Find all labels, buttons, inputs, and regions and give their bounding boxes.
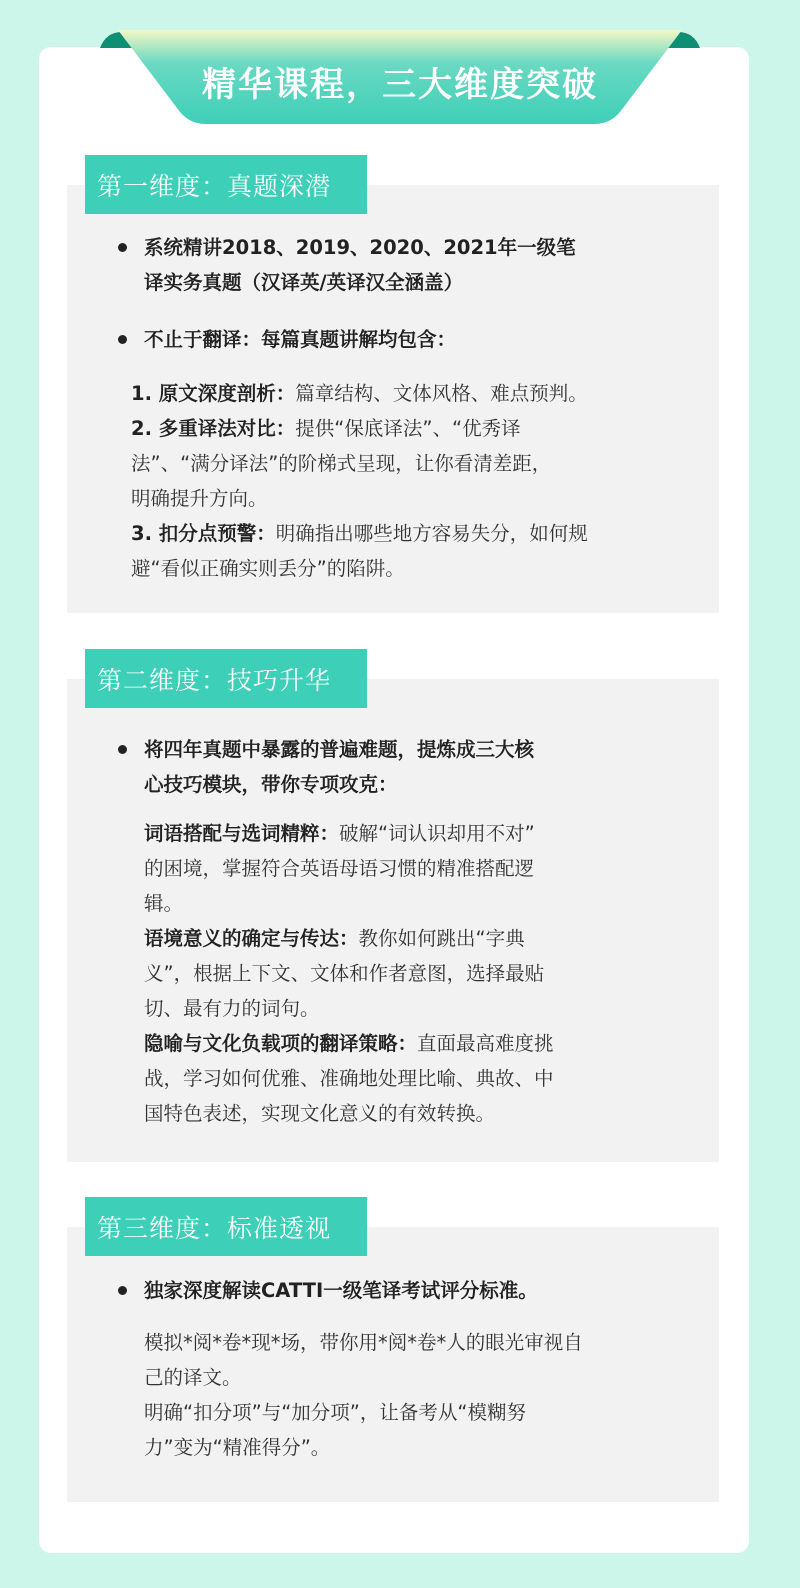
bullet-line: 系统精讲2018、2019、2020、2021年一级笔: [144, 236, 576, 259]
section-2-items: [144, 816, 704, 1131]
section-2-tag: 第二维度：技巧升华: [85, 649, 367, 708]
list-item-cont: 战，学习如何优雅、准确地处理比喻、典故、中: [144, 1067, 554, 1090]
list-item: 1. 原文深度剖析：篇章结构、文体风格、难点预判。: [131, 382, 588, 405]
section-1-items: [131, 376, 701, 586]
list-item-cont: 义”，根据上下文、文体和作者意图，选择最贴: [144, 962, 545, 985]
section-1-bullet-1: [144, 230, 704, 300]
section-1-bullet-2: 不止于翻译：每篇真题讲解均包含：: [144, 328, 457, 351]
section-3-bullet-1: 独家深度解读CATTI一级笔译考试评分标准。: [144, 1279, 538, 1302]
text-line: 明确“扣分项”与“加分项”，让备考从“模糊努: [144, 1401, 527, 1424]
bullet-dot: [118, 243, 127, 252]
list-item-cont: 明确提升方向。: [131, 487, 268, 510]
text-line: 力”变为“精准得分”。: [144, 1436, 331, 1459]
bullet-line: 将四年真题中暴露的普遍难题，提炼成三大核: [144, 738, 535, 761]
banner-title: 精华课程，三大维度突破: [202, 65, 598, 105]
list-item: 语境意义的确定与传达：教你如何跳出“字典: [144, 927, 525, 950]
bullet-dot: [118, 1286, 127, 1295]
list-item: 3. 扣分点预警：明确指出哪些地方容易失分，如何规: [131, 522, 588, 545]
text-line: 模拟*阅*卷*现*场，带你用*阅*卷*人的眼光审视自: [144, 1331, 583, 1354]
list-item-cont: 法”、“满分译法”的阶梯式呈现，让你看清差距，: [131, 452, 552, 475]
section-3-lines: [144, 1325, 704, 1465]
text-line: 己的译文。: [144, 1366, 242, 1389]
list-item: 2. 多重译法对比：提供“保底译法”、“优秀译: [131, 417, 521, 440]
list-item-cont: 切、最有力的词句。: [144, 997, 320, 1020]
list-item-cont: 避“看似正确实则丢分”的陷阱。: [131, 557, 405, 580]
list-item: 词语搭配与选词精粹：破解“词认识却用不对”: [144, 822, 535, 845]
banner: [100, 30, 700, 125]
section-2-bullet-1: [144, 732, 704, 802]
section-1-tag: 第一维度：真题深潜: [85, 155, 367, 214]
list-item-cont: 辑。: [144, 892, 184, 915]
bullet-line: 译实务真题（汉译英/英译汉全涵盖）: [144, 271, 464, 294]
section-3-tag: 第三维度：标准透视: [85, 1197, 367, 1256]
list-item: 隐喻与文化负载项的翻译策略：直面最高难度挑: [144, 1032, 554, 1055]
bullet-dot: [118, 745, 127, 754]
list-item-cont: 的困境，掌握符合英语母语习惯的精准搭配逻: [144, 857, 535, 880]
list-item-cont: 国特色表述，实现文化意义的有效转换。: [144, 1102, 496, 1125]
bullet-dot: [118, 335, 127, 344]
bullet-line: 心技巧模块，带你专项攻克：: [144, 773, 398, 796]
